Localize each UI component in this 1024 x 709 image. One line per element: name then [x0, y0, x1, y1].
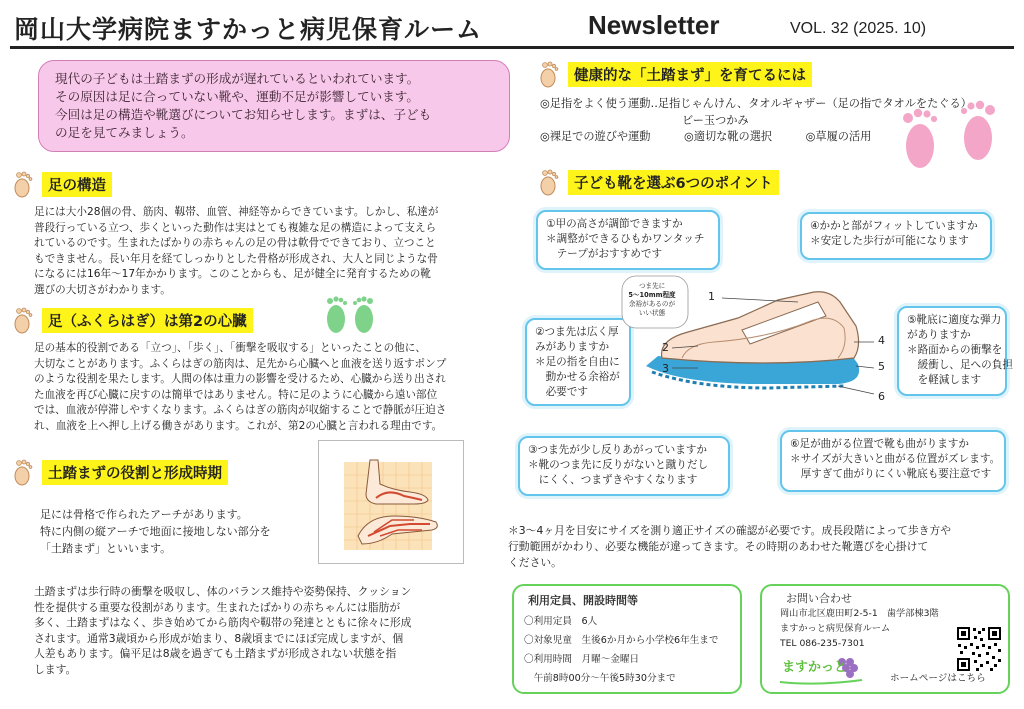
logo-text: ますかっと: [782, 660, 848, 675]
arch-heading: 土踏まずの役割と形成時期: [42, 460, 228, 485]
calf-line: 大切なことがあります。ふくらはぎの筋肉は、足先から心臓へと血液を送り返すポンプ: [34, 357, 447, 370]
note-line: 行動範囲がかわり、必要な機能が違ってきます。その時期のあわせた靴選びを心掛けて: [508, 540, 929, 553]
point-line: 厚すぎて曲がりにくい靴底も要注意です: [790, 468, 992, 480]
health-list: [540, 96, 972, 146]
structure-heading: 足の構造: [42, 172, 112, 197]
calf-line: では、血液が停滞しやすくなります。ふくらはぎの筋肉が収縮することで静脈が圧迫さ: [34, 404, 447, 416]
structure-line: になるには16年～17年かかります。このことからも、足が健全に発育するための靴: [34, 268, 431, 280]
point-line: ⑤靴底に適度な弾力: [907, 314, 1002, 326]
foot-icon: [10, 306, 36, 334]
arch-heading-row: [10, 458, 228, 486]
note-line: ください。: [508, 556, 562, 569]
intro-line: 現代の子どもは土踏まずの形成が遅れているといわれています。: [55, 71, 420, 86]
point-6-callout: [780, 430, 1006, 492]
newsletter-label: Newsletter: [588, 10, 720, 40]
foot-icon: [536, 168, 562, 196]
intro-line: その原因は足に合っていない靴や、運動不足が影響しています。: [55, 89, 419, 104]
calf-line: のような役割を果たします。人間の体は重力の影響を受けるため、心臓から送り出され: [34, 373, 446, 385]
point-line: ＊足の指を自由に: [535, 356, 620, 368]
point-5-callout: [897, 306, 1013, 396]
point-line: ＊靴のつま先に反りがないと蹴りだし: [528, 459, 709, 471]
arch-intro-line: 「土踏まず」といいます。: [40, 542, 172, 555]
diagram-number: 2: [662, 341, 669, 354]
diagram-number: 5: [878, 360, 885, 373]
newsletter-title: 岡山大学病院ますかっと病児保育ルーム: [14, 15, 483, 44]
contact-line: 岡山市北区鹿田町2-5-1 歯学部棟3階: [780, 608, 939, 619]
point-line: ②つま先は広く厚: [535, 326, 619, 338]
arch-line: 多く、土踏まずはなく、歩き始めてから筋肉や靱帯の発達とともに徐々に形成: [34, 616, 412, 629]
point-line: ＊サイズが大きいと曲がる位置がズレます。: [790, 453, 1001, 465]
point-line: 必要です: [535, 386, 588, 398]
arch-line: 性を提供する重要な役割があります。生まれたばかりの赤ちゃんには脂肪が: [34, 600, 401, 614]
diagram-number: 1: [708, 290, 715, 303]
contact-details: [780, 606, 939, 651]
point-line: ④かかと部がフィットしていますか: [810, 220, 978, 232]
arch-intro-line: 特に内側の縦アーチで地面に接地しない部分を: [40, 525, 271, 538]
calf-line: れ、血液を上へ押し上げる働きがあります。これが、第2の心臓と言われる理由です。: [34, 419, 443, 432]
homepage-link[interactable]: ホームページはこちら: [890, 673, 986, 684]
intro-box: [38, 60, 510, 152]
point-line: がありますか: [907, 329, 971, 341]
point-4-callout: [800, 212, 992, 260]
structure-line: れているのです。生まれたばかりの赤ちゃんの足の骨は軟骨でできており、立つこと: [34, 237, 436, 249]
structure-heading-row: [10, 170, 112, 198]
header-divider: [10, 46, 1014, 49]
point-line: みがありますか: [535, 341, 610, 353]
point-line: 緩衝し、足への負担: [907, 359, 1013, 371]
toe-note-line: いい状態: [638, 309, 666, 317]
arch-body: [34, 584, 411, 677]
structure-body: [34, 205, 439, 298]
calf-line: た血液を再び心臓に戻すのは簡単ではありません。特に足のように心臓から遠い部位: [34, 388, 438, 401]
diagram-number: 4: [878, 334, 885, 347]
toe-room-note: [624, 282, 680, 318]
point-line: テープがおすすめです: [546, 248, 663, 260]
point-line: ①甲の高さが調節できますか: [546, 218, 683, 230]
foot-icon: [10, 458, 36, 486]
foot-bones-illustration: [318, 440, 464, 564]
point-line: 動かせる余裕が: [535, 371, 620, 383]
contact-title: お問い合わせ: [786, 592, 852, 605]
point-2-callout: [525, 318, 631, 406]
diagram-number: 3: [662, 362, 669, 375]
health-heading: 健康的な「土踏まず」を育てるには: [568, 62, 812, 87]
point-1-callout: [536, 210, 720, 270]
toe-note-line: つま先に: [638, 282, 666, 290]
calf-body: [34, 341, 446, 434]
shoes-heading-row: [536, 168, 779, 196]
info-list: [524, 612, 719, 688]
arch-intro-line: 足には骨格で作られたアーチがあります。: [40, 508, 248, 521]
point-line: ③つま先が少し反りあがっていますか: [528, 444, 707, 456]
point-line: ＊調整ができるひもかワンタッチ: [546, 233, 705, 245]
volume-label: VOL. 32 (2025. 10): [790, 20, 927, 37]
toe-note-line: 余裕があるのが: [628, 300, 676, 308]
structure-line: もできません。長い年月を経てしっかりとした骨格が形成され、大人と同じような骨: [34, 252, 438, 265]
note-line: ＊3～4ヶ月を目安にサイズを測り適正サイズの確認が必要です。成長段階によって歩き方や: [508, 524, 952, 537]
point-line: ⑥足が曲がる位置で靴も曲がりますか: [790, 438, 969, 450]
point-line: ＊安定した歩行が可能になります: [810, 235, 969, 247]
calf-heading-row: [10, 306, 253, 334]
structure-line: 足には大小28個の骨、筋肉、靱帯、血管、神経等からできています。しかし、私達が: [34, 206, 439, 218]
intro-line: の足を見てみましょう。: [55, 125, 194, 140]
shoes-heading: 子ども靴を選ぶ6つのポイント: [568, 170, 779, 195]
arch-line: 土踏まずは歩行時の衝撃を吸収し、体のバランス維持や姿勢保持、クッション: [34, 585, 412, 598]
info-line: 〇利用定員 6人: [524, 616, 598, 627]
structure-line: 普段行っている立つ、歩くといった動作は実はとても複雑な足の構造によって支えら: [34, 221, 437, 234]
diagram-number: 6: [878, 390, 885, 403]
info-line: 〇利用時間 月曜～金曜日: [524, 654, 640, 665]
arch-line: します。: [34, 662, 77, 676]
point-3-callout: [518, 436, 730, 496]
calf-line: 足の基本的役割である「立つ」、「歩く」、「衝撃を吸収する」といったことの他に、: [34, 342, 426, 354]
arch-line: されます。通常3歳頃から形成が始まり、8歳頃までにほぼ完成しますが、個: [34, 631, 404, 645]
qr-code-icon[interactable]: [956, 626, 1002, 672]
green-footprints-icon: [318, 290, 382, 336]
info-line: 午前8時00分～午後5時30分まで: [524, 673, 676, 684]
point-line: を軽減します: [907, 374, 982, 386]
intro-line: 今回は足の構造や靴選びについてお知らせします。まずは、子ども: [55, 107, 432, 122]
structure-line: 選びの大切さがわかります。: [34, 283, 171, 296]
point-line: にくく、つまずきやすくなります: [528, 474, 698, 486]
foot-icon: [10, 170, 36, 198]
arch-intro: [40, 506, 271, 557]
toe-note-line: 5～10mm程度: [628, 291, 676, 299]
point-line: ＊路面からの衝撃を: [907, 344, 1003, 356]
info-title: 利用定員、開設時間等: [528, 594, 638, 607]
health-line: ◎足指をよく使う運動‥足指じゃんけん、タオルギャザー（足の指でタオルをたぐる）: [540, 97, 972, 110]
contact-line: ますかっと病児保育ルーム: [780, 623, 891, 634]
info-line: 〇対象児童 生後6か月から小学校6年生まで: [524, 635, 719, 646]
health-heading-row: [536, 60, 812, 88]
foot-icon: [536, 60, 562, 88]
arch-line: 人差もあります。偏平足は8歳を過ぎても土踏まずが形成されない状態を指: [34, 647, 397, 660]
health-line: ◎裸足での遊びや運動 ◎適切な靴の選択 ◎草履の活用: [540, 130, 872, 143]
health-line: ビー玉つかみ: [682, 113, 749, 127]
shoe-size-note: [508, 523, 951, 571]
calf-heading: 足（ふくらはぎ）は第2の心臓: [42, 308, 253, 333]
contact-line: TEL 086-235-7301: [780, 638, 865, 649]
